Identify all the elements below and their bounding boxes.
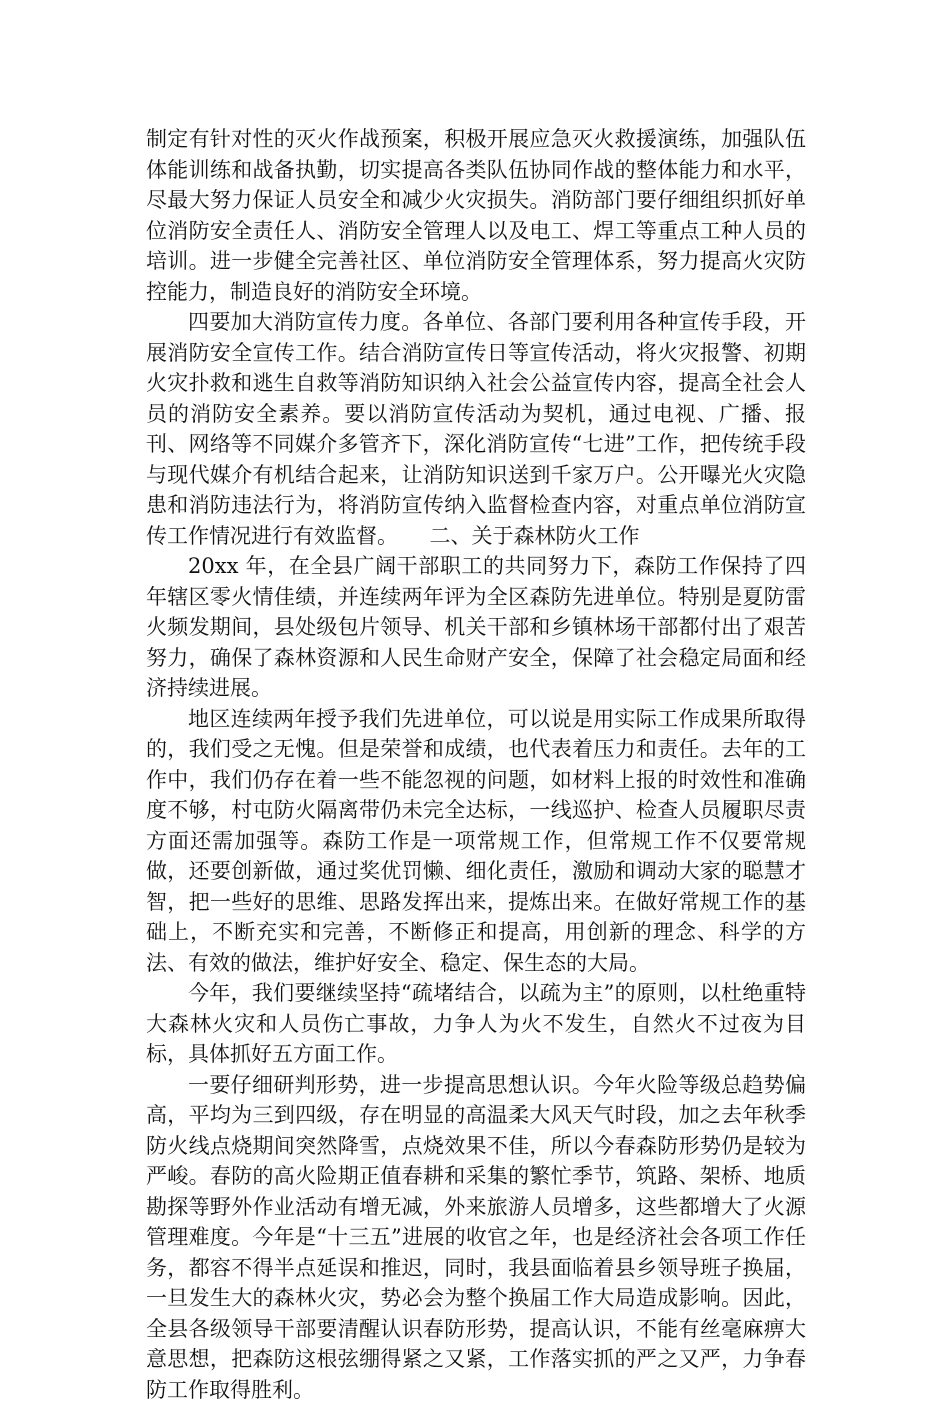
paragraph-fire-drills: 制定有针对性的灭火作战预案，积极开展应急灭火救援演练，加强队伍体能训练和战备执勤，切实提高各类队伍协同作战的整体能力和水平，尽最大努力保证人员安全和减少火灾损失。消防部门要仔细组织抓好单位消防安全责任人、消防安全管理人以及电工、焊工等重点工种人员的培训。进一步健全完善社区、单位消防安全管理体系，努力提高火灾防控能力，制造良好的消防安全环境。 [146, 124, 806, 307]
paragraph-forest-results: 20xx 年，在全县广阔干部职工的共同努力下，森防工作保持了四年辖区零火情佳绩，并连续两年评为全区森防先进单位。特别是夏防雷火频发期间，县处级包片领导、机关干部和乡镇林场干部都付出了艰苦努力，确保了森林资源和人民生命财产安全，保障了社会稳定局面和经济持续进展。 [146, 551, 806, 704]
paragraph-problems: 地区连续两年授予我们先进单位，可以说是用实际工作成果所取得的，我们受之无愧。但是荣誉和成绩，也代表着压力和责任。去年的工作中，我们仍存在着一些不能忽视的问题，如材料上报的时效性和准确度不够，村屯防火隔离带仍未完全达标，一线巡护、检查人员履职尽责方面还需加强等。森防工作是一项常规工作，但常规工作不仅要常规做，还要创新做，通过奖优罚懒、细化责任，激励和调动大家的聪慧才智，把一些好的思维、思路发挥出来，提炼出来。在做好常规工作的基础上，不断充实和完善，不断修正和提高，用创新的理念、科学的方法、有效的做法，维护好安全、稳定、保生态的大局。 [146, 704, 806, 979]
paragraph-fire-publicity: 四要加大消防宣传力度。各单位、各部门要利用各种宣传手段，开展消防安全宣传工作。结合消防宣传日等宣传活动，将火灾报警、初期火灾扑救和逃生自救等消防知识纳入社会公益宣传内容，提高全社会人员的消防安全素养。要以消防宣传活动为契机，通过电视、广播、报刊、网络等不同媒介多管齐下，深化消防宣传“七进”工作，把传统手段与现代媒介有机结合起来，让消防知识送到千家万户。公开曝光火灾隐患和消防违法行为，将消防宣传纳入监督检查内容，对重点单位消防宣传工作情况进行有效监督。 二、关于森林防火工作 [146, 307, 806, 551]
paragraph-principle: 今年，我们要继续坚持“疏堵结合，以疏为主”的原则，以杜绝重特大森林火灾和人员伤亡事故，力争人为火不发生，自然火不过夜为目标，具体抓好五方面工作。 [146, 978, 806, 1070]
paragraph-situation: 一要仔细研判形势，进一步提高思想认识。今年火险等级总趋势偏高，平均为三到四级，存在明显的高温柔大风天气时段，加之去年秋季防火线点烧期间突然降雪，点烧效果不佳，所以今春森防形势仍是较为严峻。春防的高火险期正值春耕和采集的繁忙季节，筑路、架桥、地质勘探等野外作业活动有增无减，外来旅游人员增多，这些都增大了火源管理难度。今年是“十三五”进展的收官之年，也是经济社会各项工作任务，都容不得半点延误和推迟，同时，我县面临着县乡领导班子换届，一旦发生大的森林火灾，势必会为整个换届工作大局造成影响。因此，全县各级领导干部要清醒认识春防形势，提高认识，不能有丝毫麻痹大意思想，把森防这根弦绷得紧之又紧，工作落实抓的严之又严，力争春防工作取得胜利。 [146, 1070, 806, 1405]
document-page [146, 124, 806, 1405]
